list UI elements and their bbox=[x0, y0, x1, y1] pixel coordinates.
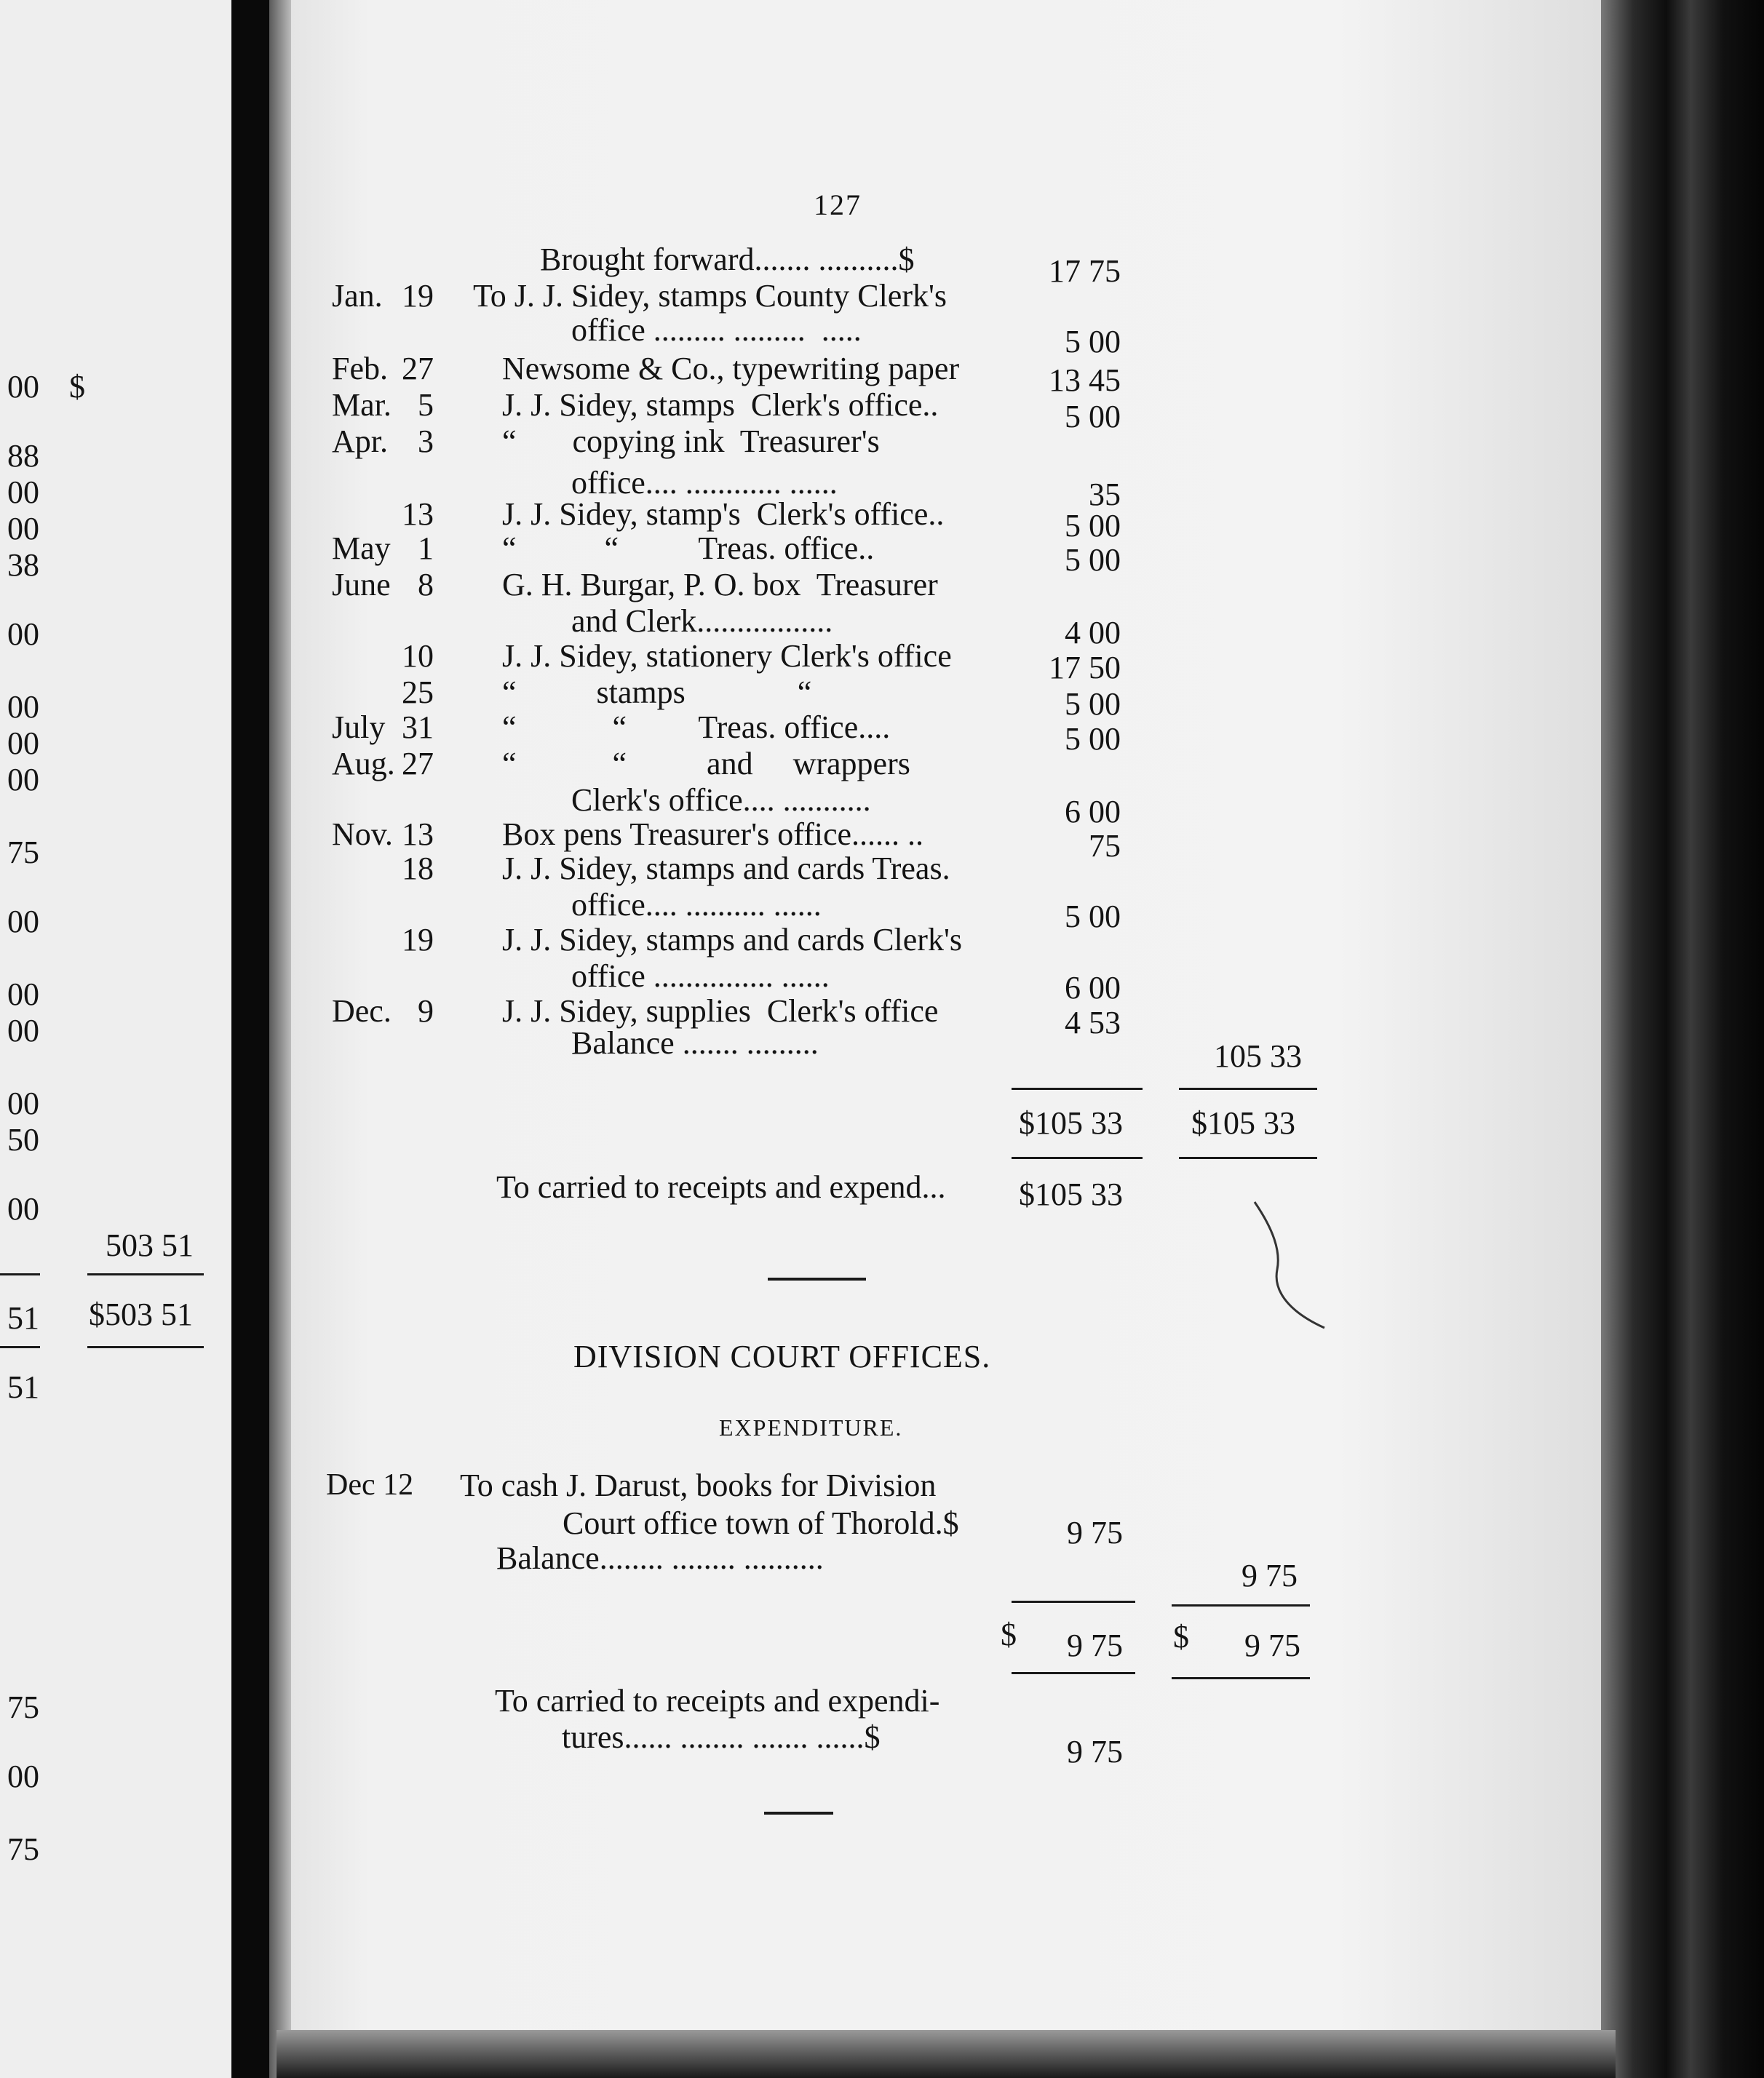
division-line-2: Court office town of Thorold.$ bbox=[563, 1505, 959, 1541]
left-fragment-value: 50 bbox=[7, 1122, 39, 1158]
left-total: $503 51 bbox=[89, 1297, 193, 1332]
county-total-right: $105 33 bbox=[1191, 1105, 1295, 1141]
entry-amount: 13 45 bbox=[1049, 362, 1121, 398]
section-subtitle: EXPENDITURE. bbox=[719, 1414, 903, 1441]
division-balance-amount: 9 75 bbox=[1241, 1558, 1298, 1593]
entry-description: Newsome & Co., typewriting paper bbox=[502, 351, 960, 386]
left-fragment-value: 51 bbox=[7, 1300, 39, 1336]
entry-description: J. J. Sidey, supplies Clerk's office bbox=[502, 993, 939, 1029]
entry-day: 3 bbox=[418, 423, 434, 459]
entry-month: Feb. bbox=[332, 351, 388, 386]
left-fragment-value: 00 bbox=[7, 511, 39, 546]
entry-description: Brought forward....... ..........$ bbox=[540, 242, 915, 277]
division-carried-line-1: To carried to receipts and expendi- bbox=[495, 1683, 940, 1719]
entry-amount: 17 50 bbox=[1049, 650, 1121, 685]
left-fragment-value: 00 bbox=[7, 1086, 39, 1121]
entry-day: 19 bbox=[402, 278, 434, 314]
rule bbox=[1172, 1677, 1310, 1679]
entry-day: 13 bbox=[402, 816, 434, 852]
entry-day: 27 bbox=[402, 746, 434, 781]
entry-amount: 35 bbox=[1089, 477, 1121, 512]
left-fragment-value: 00 bbox=[7, 369, 39, 405]
entry-month: Aug. bbox=[332, 746, 395, 781]
left-fragment-value: 75 bbox=[7, 1831, 39, 1867]
entry-amount: 5 00 bbox=[1065, 899, 1121, 934]
entry-description: “ “ Treas. office.... bbox=[502, 709, 891, 745]
rule bbox=[1012, 1601, 1135, 1603]
ledger-page bbox=[291, 0, 1601, 2030]
pen-stroke bbox=[1252, 1201, 1332, 1331]
entry-description: office ............... ...... bbox=[571, 958, 830, 994]
entry-description: office.... ............ ...... bbox=[571, 465, 838, 501]
entry-amount: 5 00 bbox=[1065, 508, 1121, 544]
entry-amount: 75 bbox=[1089, 828, 1121, 864]
entry-amount: 6 00 bbox=[1065, 794, 1121, 829]
county-total-left: $105 33 bbox=[1019, 1105, 1123, 1141]
rule bbox=[1179, 1157, 1317, 1159]
county-balance-amount: 105 33 bbox=[1214, 1038, 1302, 1074]
county-carried-amount: $105 33 bbox=[1019, 1177, 1123, 1212]
entry-day: 10 bbox=[402, 638, 434, 674]
entry-description: Balance ....... ......... bbox=[571, 1025, 819, 1061]
left-fragment-value: 00 bbox=[7, 725, 39, 761]
division-date: Dec 12 bbox=[326, 1468, 414, 1502]
left-fragment-value: 75 bbox=[7, 835, 39, 870]
left-fragment-value: 38 bbox=[7, 547, 39, 583]
entry-description: J. J. Sidey, stamps Clerk's office.. bbox=[502, 387, 939, 423]
left-fragment-value: 75 bbox=[7, 1689, 39, 1725]
entry-amount: 17 75 bbox=[1049, 253, 1121, 289]
left-fragment-value: 00 bbox=[7, 1191, 39, 1227]
entry-month: Apr. bbox=[332, 423, 388, 459]
entry-amount: 5 00 bbox=[1065, 686, 1121, 722]
left-fragment-value: 00 bbox=[7, 1013, 39, 1048]
left-fragment-value: 00 bbox=[7, 904, 39, 939]
left-subtotal: 503 51 bbox=[106, 1227, 194, 1263]
entry-month: May bbox=[332, 530, 391, 566]
entry-description: To J. J. Sidey, stamps County Clerk's bbox=[473, 278, 947, 314]
section-divider bbox=[768, 1278, 866, 1281]
page-number: 127 bbox=[814, 188, 862, 221]
entry-day: 31 bbox=[402, 709, 434, 745]
entry-description: J. J. Sidey, stamps and cards Clerk's bbox=[502, 922, 963, 958]
rule bbox=[0, 1346, 40, 1348]
entry-amount: 5 00 bbox=[1065, 324, 1121, 359]
division-carried-line-2: tures...... ........ ....... ......$ bbox=[562, 1719, 881, 1755]
entry-month: Dec. bbox=[332, 993, 392, 1029]
left-fragment-value: 88 bbox=[7, 438, 39, 474]
left-fragment-value: 00 bbox=[7, 474, 39, 510]
entry-description: Clerk's office.... ........... bbox=[571, 782, 871, 818]
division-carried-amount: 9 75 bbox=[1067, 1734, 1123, 1770]
entry-description: J. J. Sidey, stationery Clerk's office bbox=[502, 638, 952, 674]
book-bottom-edge bbox=[277, 2030, 1616, 2078]
left-fragment-value: 51 bbox=[7, 1369, 39, 1405]
entry-month: July bbox=[332, 709, 386, 745]
entry-description: “ stamps “ bbox=[502, 674, 812, 710]
entry-amount: 5 00 bbox=[1065, 542, 1121, 578]
rule bbox=[0, 1273, 40, 1275]
division-total-right-sign: $ bbox=[1173, 1619, 1189, 1655]
entry-description: “ “ Treas. office.. bbox=[502, 530, 875, 566]
division-amount: 9 75 bbox=[1067, 1515, 1123, 1550]
entry-amount: 6 00 bbox=[1065, 970, 1121, 1006]
entry-description: office.... .......... ...... bbox=[571, 887, 822, 923]
division-total-left: 9 75 bbox=[1067, 1628, 1123, 1663]
entry-description: Box pens Treasurer's office...... .. bbox=[502, 816, 924, 852]
entry-day: 9 bbox=[418, 993, 434, 1029]
entry-day: 5 bbox=[418, 387, 434, 423]
entry-month: Mar. bbox=[332, 387, 392, 423]
entry-amount: 4 53 bbox=[1065, 1005, 1121, 1040]
entry-month: Nov. bbox=[332, 816, 393, 852]
entry-day: 19 bbox=[402, 922, 434, 958]
entry-description: office ......... ......... ..... bbox=[571, 312, 862, 348]
page-gutter bbox=[231, 0, 269, 2078]
rule bbox=[1172, 1604, 1310, 1607]
left-fragment-value: 00 bbox=[7, 616, 39, 652]
section-title: DIVISION COURT OFFICES. bbox=[573, 1339, 991, 1374]
rule bbox=[1012, 1088, 1143, 1090]
entry-description: J. J. Sidey, stamp's Clerk's office.. bbox=[502, 496, 945, 532]
entry-description: J. J. Sidey, stamps and cards Treas. bbox=[502, 851, 950, 886]
entry-description: “ copying ink Treasurer's bbox=[502, 423, 880, 459]
left-fragment-value: 00 bbox=[7, 1759, 39, 1794]
entry-month: June bbox=[332, 567, 391, 602]
entry-description: “ “ and wrappers bbox=[502, 746, 910, 781]
division-balance-label: Balance........ ........ .......... bbox=[496, 1540, 824, 1576]
entry-amount: 5 00 bbox=[1065, 721, 1121, 757]
county-carried-label: To carried to receipts and expend... bbox=[496, 1169, 946, 1205]
entry-description: G. H. Burgar, P. O. box Treasurer bbox=[502, 567, 938, 602]
entry-amount: 4 00 bbox=[1065, 615, 1121, 650]
division-total-left-sign: $ bbox=[1001, 1617, 1017, 1652]
entry-description: and Clerk................. bbox=[571, 603, 833, 639]
book-right-edge bbox=[1601, 0, 1764, 2078]
gutter-shadow bbox=[269, 0, 291, 2078]
entry-day: 13 bbox=[402, 496, 434, 532]
rule bbox=[1179, 1088, 1317, 1090]
entry-day: 27 bbox=[402, 351, 434, 386]
entry-month: Jan. bbox=[332, 278, 383, 314]
division-line-1: To cash J. Darust, books for Division bbox=[460, 1468, 937, 1503]
entry-day: 18 bbox=[402, 851, 434, 886]
left-fragment-value: $ bbox=[69, 369, 85, 405]
entry-amount: 5 00 bbox=[1065, 399, 1121, 434]
rule bbox=[87, 1273, 204, 1275]
entry-day: 1 bbox=[418, 530, 434, 566]
left-page-fragment bbox=[0, 0, 231, 2078]
division-total-right: 9 75 bbox=[1244, 1628, 1300, 1663]
rule bbox=[1012, 1672, 1135, 1674]
entry-day: 25 bbox=[402, 674, 434, 710]
entry-day: 8 bbox=[418, 567, 434, 602]
end-divider bbox=[764, 1812, 833, 1815]
rule bbox=[1012, 1157, 1143, 1159]
left-fragment-value: 00 bbox=[7, 689, 39, 725]
left-fragment-value: 00 bbox=[7, 976, 39, 1012]
rule bbox=[87, 1346, 204, 1348]
left-fragment-value: 00 bbox=[7, 762, 39, 797]
